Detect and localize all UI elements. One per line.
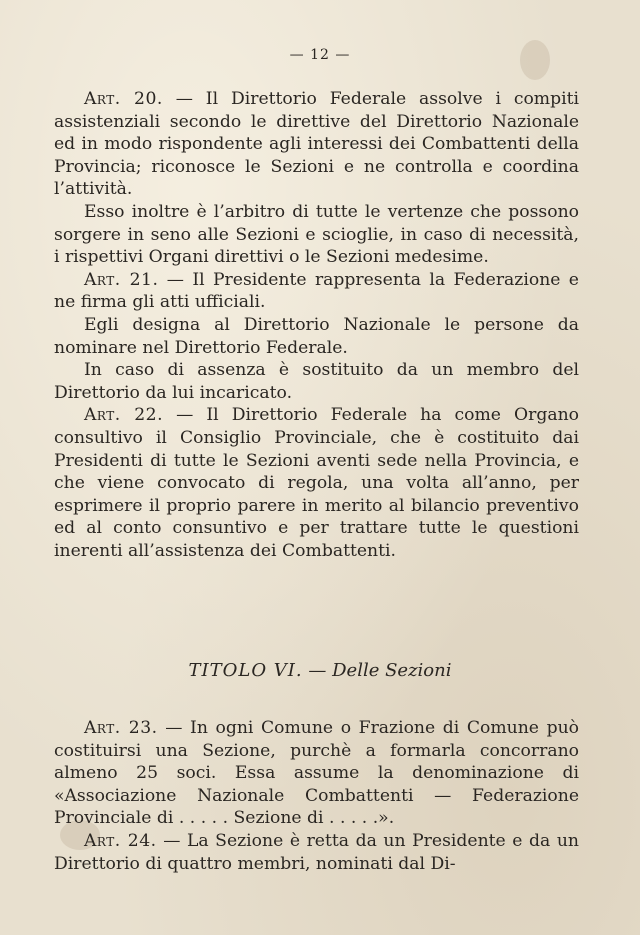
section-title	[0, 660, 640, 681]
article-21-paragraph-2: Egli designa al Direttorio Nazionale le persone da nominare nel Direttorio Federale.	[54, 314, 579, 358]
article-20-paragraph-2: Esso inoltre è l’arbitro di tutte le vertenze che possono sorgere in seno alle Sezioni e scioglie, in caso di necessità, i rispettivi Organi direttivi o le Sezioni medesime.	[54, 201, 579, 268]
body-text-upper	[54, 88, 579, 562]
article-21-label: Art. 21.	[84, 269, 159, 290]
article-21-paragraph-3: In caso di assenza è sostituito da un membro del Direttorio da lui incaricato.	[54, 360, 579, 403]
section-title-sub: — Delle Sezioni	[308, 660, 452, 681]
page-number: — 12 —	[289, 47, 351, 63]
article-20-text-1: — Il Direttorio Federale assolve i compiti assistenziali secondo le direttive del Direttorio Nazionale ed in modo rispondente agli interessi dei Combattenti della Provincia; riconosce le Sezioni e ne controlla e coordina l’attività.	[54, 89, 579, 200]
body-text-lower	[54, 717, 579, 875]
article-22-paragraph-1	[54, 404, 579, 562]
article-23-label: Art. 23.	[84, 718, 158, 738]
article-20-paragraph-1	[54, 88, 579, 201]
article-24-paragraph-1	[54, 830, 579, 875]
article-23-text-1: — In ogni Comune o Frazione di Comune può costituirsi una Sezione, purchè a formarla concorrano almeno 25 soci. Essa assume la denominazione di «Associazione Nazionale Combattenti — Federazione Provinciale di . . . . . Sezione di . . . . .».	[54, 718, 579, 829]
article-24-text-1: — La Sezione è retta da un Presidente e da un Direttorio di quattro membri, nominati dal Di-	[54, 830, 579, 874]
article-21-paragraph-1	[54, 269, 579, 314]
article-22-label: Art. 22.	[84, 405, 164, 426]
section-title-main: TITOLO VI.	[188, 660, 303, 681]
article-20-label: Art. 20.	[84, 89, 163, 109]
article-23-paragraph-1	[54, 717, 579, 830]
article-21-text-1: — Il Presidente rappresenta la Federazione e ne firma gli atti ufficiali.	[54, 269, 579, 313]
article-22-text-1: — Il Direttorio Federale ha come Organo consultivo il Consiglio Provinciale, che è costituito dai Presidenti di tutte le Sezioni aventi sede nella Provincia, e che viene convocato di regola, una volta all’anno, per esprimere il proprio parere in merito al bilancio preventivo ed al conto consuntivo e per trattare tutte le questioni inerenti all’assistenza dei Combattenti.	[54, 405, 579, 561]
article-24-label: Art. 24.	[84, 830, 157, 851]
